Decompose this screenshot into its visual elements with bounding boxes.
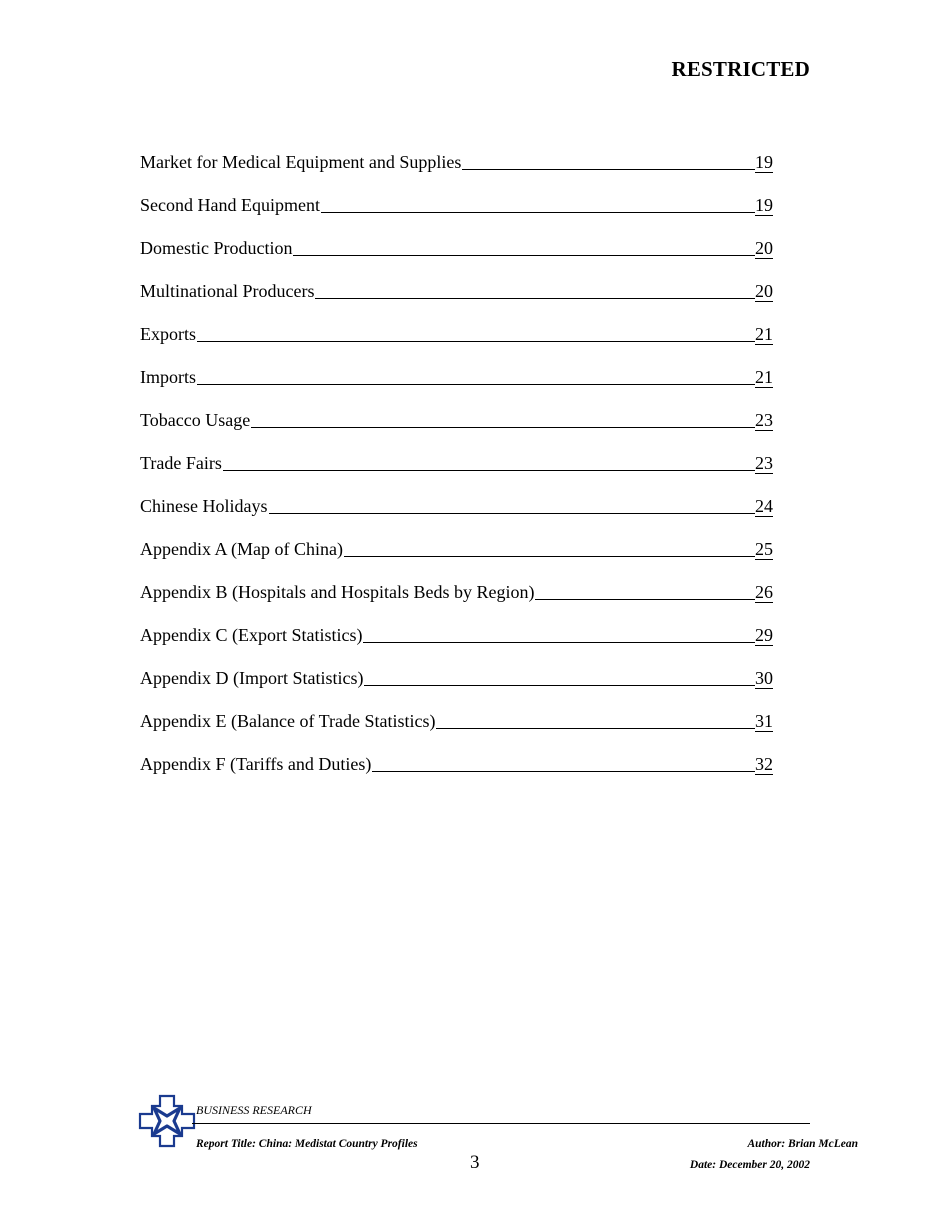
table-of-contents [140,131,773,776]
toc-leader-line [535,598,755,600]
toc-entry-title: Domestic Production [140,238,293,258]
toc-entry[interactable] [140,561,773,604]
toc-entry-title: Chinese Holidays [140,496,268,516]
toc-entry-page: 21 [755,324,773,344]
toc-entry-page: 24 [755,496,773,516]
toc-leader-line [372,770,755,772]
toc-entry-title: Second Hand Equipment [140,195,320,215]
toc-entry-page: 21 [755,367,773,387]
toc-leader-line [344,555,755,557]
toc-entry[interactable] [140,604,773,647]
toc-leader-line [269,512,756,514]
footer-divider [192,1123,810,1124]
toc-entry-page: 23 [755,453,773,473]
toc-entry-title: Appendix A (Map of China) [140,539,343,559]
toc-entry-title: Market for Medical Equipment and Supplies [140,152,462,172]
toc-leader-line [293,254,755,256]
toc-leader-line [363,641,755,643]
toc-entry[interactable] [140,518,773,561]
toc-entry-page: 19 [755,152,773,172]
toc-entry[interactable] [140,432,773,475]
toc-leader-line [462,168,755,170]
restricted-header: RESTRICTED [671,57,810,81]
toc-entry-title: Appendix D (Import Statistics) [140,668,364,688]
toc-entry-page: 31 [755,711,773,731]
toc-entry-page: 20 [755,238,773,258]
toc-entry-page: 30 [755,668,773,688]
toc-entry-title: Imports [140,367,196,387]
toc-entry[interactable] [140,389,773,432]
toc-entry[interactable] [140,131,773,174]
toc-entry-title: Multinational Producers [140,281,315,301]
toc-entry[interactable] [140,303,773,346]
toc-entry[interactable] [140,346,773,389]
toc-leader-line [364,684,755,686]
toc-entry[interactable] [140,260,773,303]
toc-entry-title: Appendix C (Export Statistics) [140,625,363,645]
company-logo-icon [138,1094,196,1154]
toc-entry[interactable] [140,475,773,518]
page-number: 3 [470,1152,480,1173]
toc-entry-title: Trade Fairs [140,453,222,473]
page-footer [138,1094,858,1184]
toc-entry-title: Exports [140,324,196,344]
toc-entry[interactable] [140,217,773,260]
toc-entry[interactable] [140,174,773,217]
toc-entry-page: 25 [755,539,773,559]
toc-entry-title: Appendix F (Tariffs and Duties) [140,754,372,774]
toc-entry-page: 19 [755,195,773,215]
toc-entry-page: 26 [755,582,773,602]
toc-leader-line [223,469,755,471]
toc-entry[interactable] [140,690,773,733]
toc-entry-title: Appendix E (Balance of Trade Statistics) [140,711,436,731]
toc-entry-title: Appendix B (Hospitals and Hospitals Beds by Region) [140,582,535,602]
toc-entry[interactable] [140,647,773,690]
footer-date: Date: December 20, 2002 [689,1159,810,1171]
logo-cross-inner [154,1108,180,1134]
toc-entry-page: 23 [755,410,773,430]
toc-leader-line [197,340,755,342]
toc-entry-page: 20 [755,281,773,301]
toc-entry[interactable] [140,733,773,776]
toc-leader-line [321,211,755,213]
toc-leader-line [436,727,755,729]
footer-author: Author: Brian McLean [747,1138,858,1150]
toc-leader-line [251,426,755,428]
footer-report-title: Report Title: China: Medistat Country Profiles [196,1138,418,1150]
toc-entry-page: 32 [755,754,773,774]
toc-entry-title: Tobacco Usage [140,410,251,430]
toc-entry-page: 29 [755,625,773,645]
toc-leader-line [315,297,755,299]
toc-leader-line [197,383,755,385]
footer-company-name: BUSINESS RESEARCH [196,1103,312,1117]
